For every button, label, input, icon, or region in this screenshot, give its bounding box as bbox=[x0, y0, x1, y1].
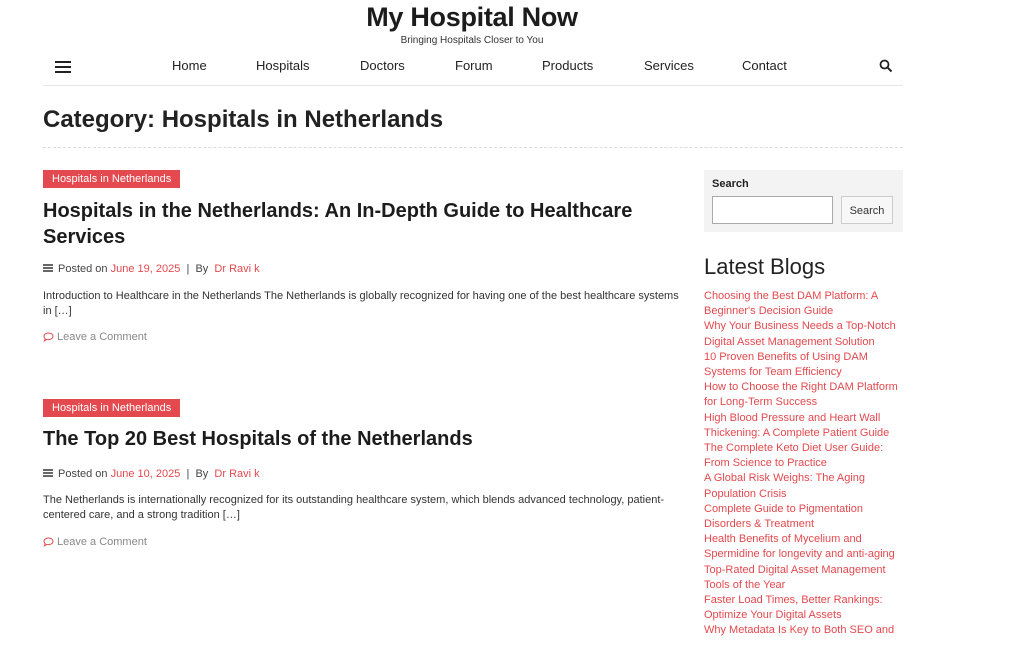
post-date[interactable]: June 19, 2025 bbox=[110, 263, 181, 275]
nav-item-home[interactable]: Home bbox=[172, 58, 207, 73]
posted-on-label: Posted on bbox=[58, 468, 108, 480]
latest-blog-link[interactable]: High Blood Pressure and Heart Wall Thickening: A Complete Patient Guide bbox=[704, 411, 890, 439]
leave-comment-label: Leave a Comment bbox=[57, 331, 147, 343]
search-widget bbox=[704, 170, 903, 232]
latest-blog-link[interactable]: Why Metadata Is Key to Both SEO and bbox=[704, 624, 895, 637]
latest-blog-link[interactable]: 10 Proven Benefits of Using DAM Systems for Team Efficiency bbox=[704, 350, 868, 379]
site-tagline: Bringing Hospitals Closer to You bbox=[400, 35, 544, 46]
post-title[interactable]: Hospitals in the Netherlands: An In-Depth Guide to Healthcare Services bbox=[43, 200, 633, 248]
post-meta bbox=[43, 263, 260, 275]
site-title[interactable]: My Hospital Now bbox=[366, 2, 578, 32]
latest-blogs-list bbox=[704, 289, 904, 639]
comment-icon bbox=[43, 332, 54, 342]
latest-blog-link[interactable]: Health Benefits of Mycelium and Spermidine for longevity and anti-aging bbox=[704, 533, 895, 561]
posted-on-label: Posted on bbox=[58, 263, 108, 275]
search-widget-label: Search bbox=[712, 178, 749, 190]
latest-blog-link[interactable]: A Global Risk Weighs: The Aging Population Crisis bbox=[704, 472, 866, 500]
nav-item-hospitals[interactable]: Hospitals bbox=[256, 58, 310, 73]
latest-blog-link[interactable]: Why Your Business Needs a Top-Notch Digital Asset Management Solution bbox=[704, 320, 896, 348]
latest-blog-link[interactable]: Faster Load Times, Better Rankings: Optimize Your Digital Assets bbox=[704, 594, 883, 622]
category-badge[interactable]: Hospitals in Netherlands bbox=[43, 170, 180, 188]
meta-separator: | bbox=[186, 263, 190, 275]
comment-icon bbox=[43, 537, 54, 547]
category-badge[interactable]: Hospitals in Netherlands bbox=[43, 399, 180, 417]
nav-item-services[interactable]: Services bbox=[644, 58, 694, 73]
post-meta bbox=[43, 468, 260, 480]
post-excerpt: The Netherlands is internationally recognized for its outstanding healthcare system, which blends advanced technology, patient-centered care, and a strong tradition […] bbox=[43, 494, 665, 521]
latest-blog-link[interactable]: Choosing the Best DAM Platform: A Beginner's Decision Guide bbox=[704, 290, 878, 318]
latest-blogs-heading: Latest Blogs bbox=[704, 254, 826, 279]
search-icon[interactable] bbox=[879, 59, 893, 73]
latest-blog-link[interactable]: Top-Rated Digital Asset Management Tools of the Year bbox=[704, 563, 886, 591]
leave-comment-link[interactable] bbox=[43, 536, 147, 548]
latest-blog-link[interactable]: The Complete Keto Diet User Guide: From Science to Practice bbox=[704, 442, 884, 470]
title-divider bbox=[43, 147, 903, 148]
leave-comment-label: Leave a Comment bbox=[57, 536, 147, 548]
lines-icon bbox=[43, 469, 53, 477]
post-author[interactable]: Dr Ravi k bbox=[214, 468, 260, 480]
latest-blog-link[interactable]: Complete Guide to Pigmentation Disorders & Treatment bbox=[704, 502, 863, 531]
lines-icon bbox=[43, 264, 53, 272]
nav-item-forum[interactable]: Forum bbox=[455, 58, 493, 73]
post-title[interactable]: The Top 20 Best Hospitals of the Netherlands bbox=[43, 428, 473, 450]
by-label: By bbox=[195, 468, 209, 480]
nav-item-contact[interactable]: Contact bbox=[742, 58, 787, 73]
post-excerpt: Introduction to Healthcare in the Netherlands The Netherlands is globally recognized for having one of the best healthcare systems in […] bbox=[43, 290, 679, 317]
page-title: Category: Hospitals in Netherlands bbox=[43, 106, 444, 133]
post-author[interactable]: Dr Ravi k bbox=[214, 263, 260, 275]
main-nav bbox=[43, 52, 903, 86]
search-button[interactable]: Search bbox=[841, 196, 893, 224]
search-input[interactable] bbox=[712, 196, 833, 224]
hamburger-menu-icon[interactable] bbox=[55, 61, 71, 73]
meta-separator: | bbox=[186, 468, 190, 480]
leave-comment-link[interactable] bbox=[43, 331, 147, 343]
nav-item-doctors[interactable]: Doctors bbox=[360, 58, 405, 73]
site-header bbox=[0, 0, 1024, 52]
nav-item-products[interactable]: Products bbox=[542, 58, 594, 73]
by-label: By bbox=[195, 263, 209, 275]
post-date[interactable]: June 10, 2025 bbox=[110, 468, 181, 480]
latest-blog-link[interactable]: How to Choose the Right DAM Platform for Long-Term Success bbox=[704, 381, 898, 409]
